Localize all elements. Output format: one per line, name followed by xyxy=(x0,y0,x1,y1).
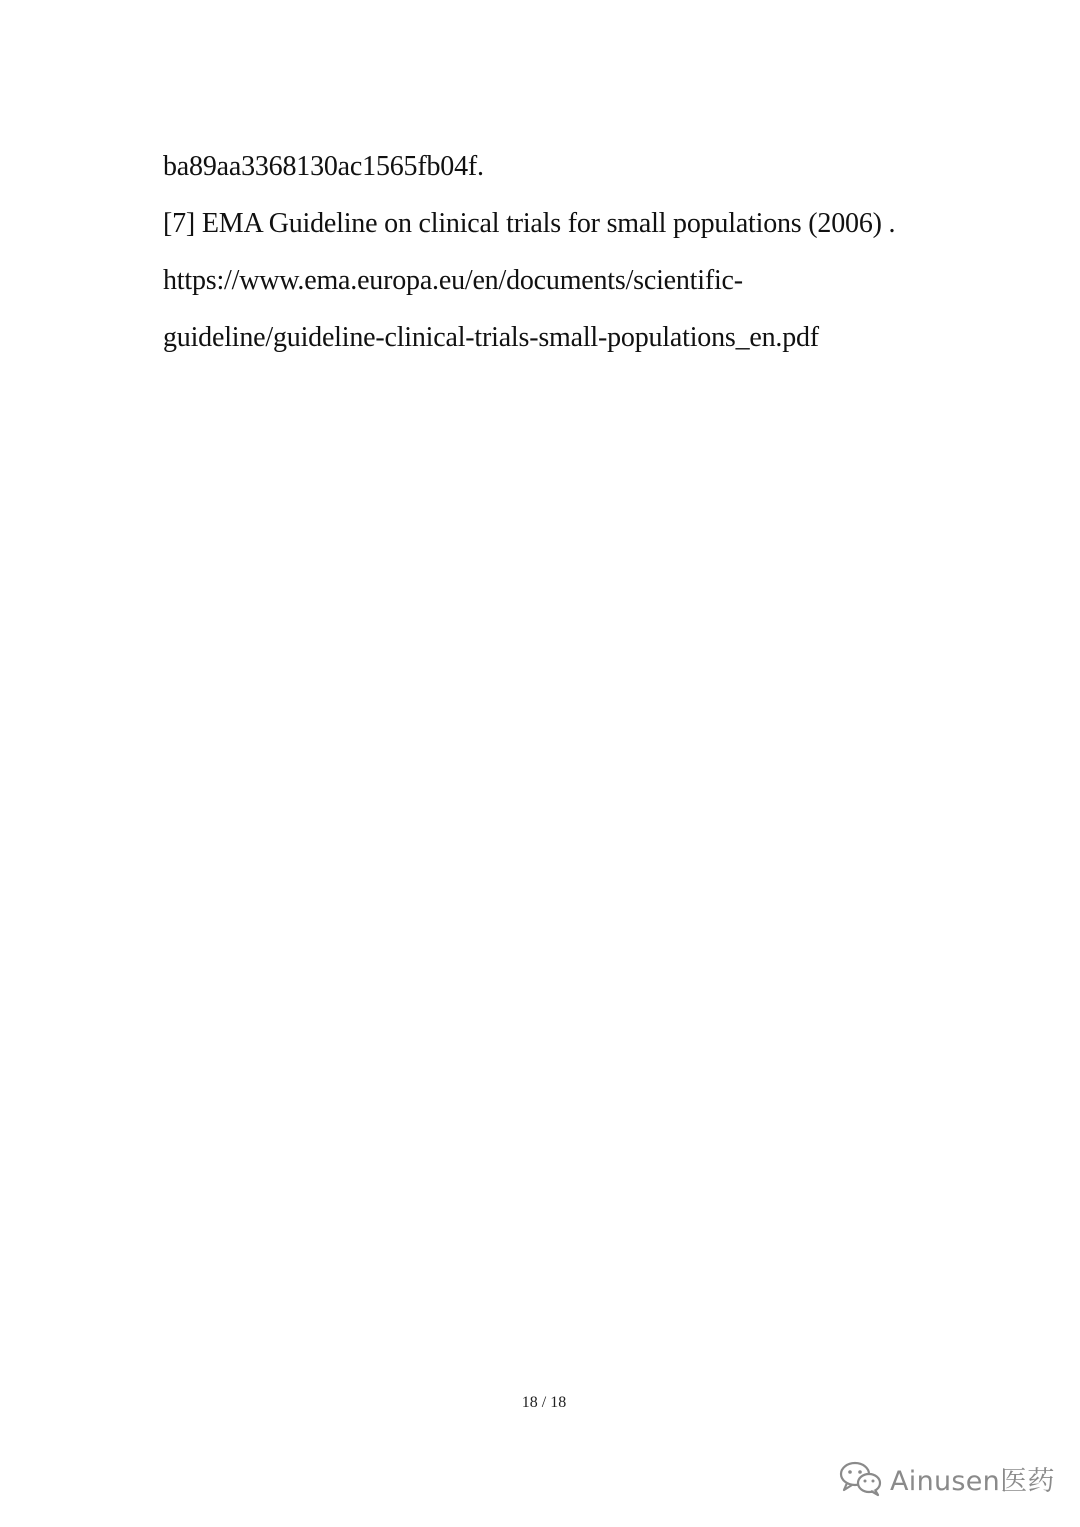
wechat-icon xyxy=(838,1459,884,1497)
reference-url-line-1[interactable]: https://www.ema.europa.eu/en/documents/scientific- xyxy=(163,265,743,296)
reference-list xyxy=(163,138,1023,366)
reference-item-7: [7] EMA Guideline on clinical trials for small populations (2006) . xyxy=(163,208,896,239)
reference-line-url-tail: ba89aa3368130ac1565fb04f. xyxy=(163,151,484,182)
page-number: 18 / 18 xyxy=(521,1394,567,1411)
watermark xyxy=(838,1458,1055,1498)
reference-url-line-2[interactable]: guideline/guideline-clinical-trials-small-populations_en.pdf xyxy=(163,322,819,353)
watermark-text: Ainusen医药 xyxy=(890,1465,1055,1497)
